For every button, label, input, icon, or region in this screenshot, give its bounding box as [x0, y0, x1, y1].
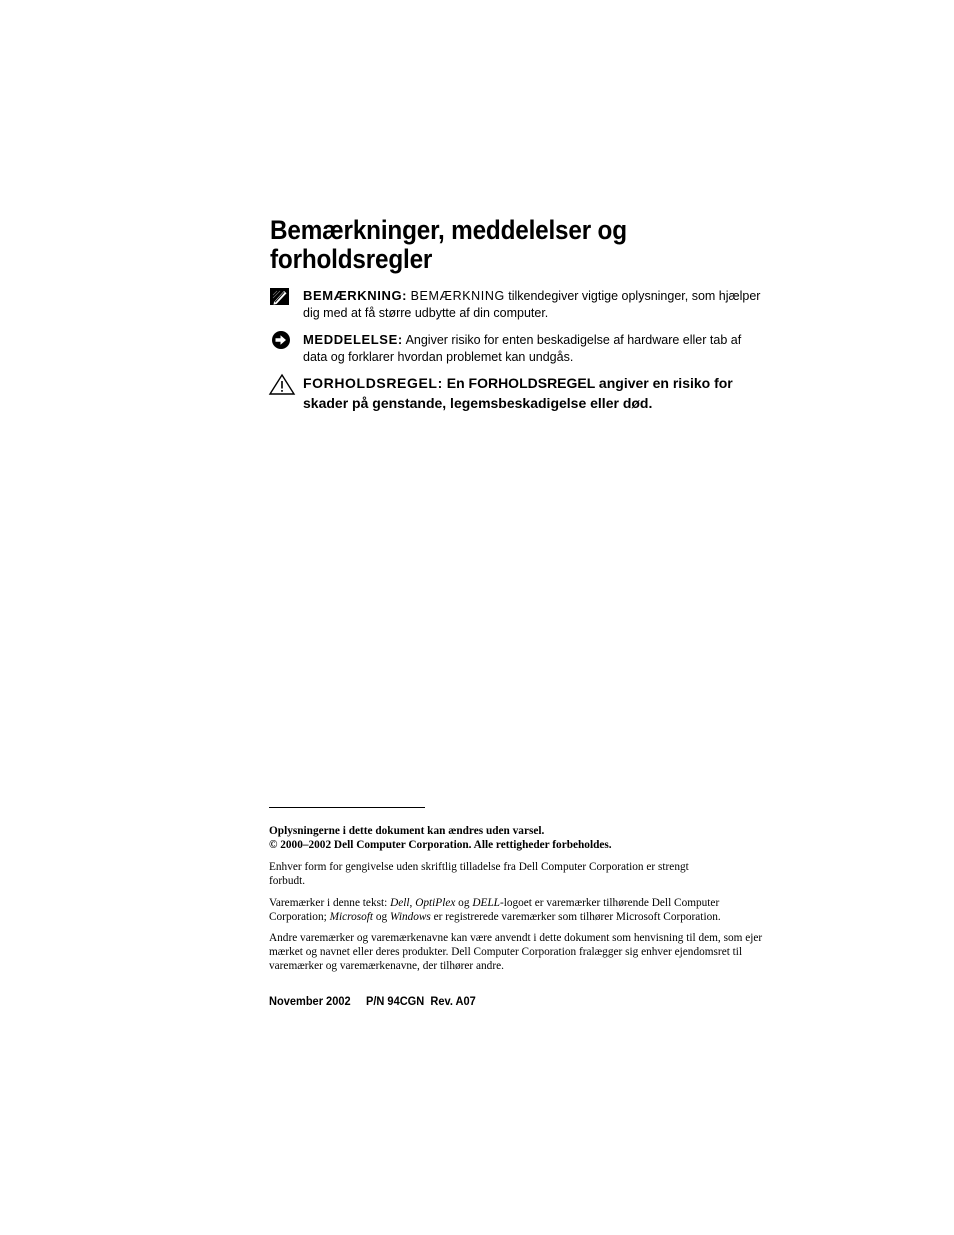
other-trademarks-notice: Andre varemærker og varemærkenavne kan være anvendt i dette dokument som henvisning til dem, som ejer mærket og navnet eller deres produkter. Dell Computer Corporation fralægger sig enhver ejendomsret til varemærker og varemærkenavne, der tilhører andre.	[269, 932, 763, 972]
warning-triangle-icon	[268, 373, 294, 395]
notice-body: Angiver risiko for enten beskadigelse af hardware eller tab af data og forklarer hvordan problemet kan undgås.	[303, 333, 742, 364]
trademark-text-1: Varemærker i denne tekst:	[269, 897, 391, 909]
trademark-notice	[269, 896, 764, 924]
trademark-dell: Dell	[390, 897, 410, 909]
publication-info	[269, 994, 476, 1008]
title-line-1: Bemærkninger, meddelelser og	[270, 215, 627, 245]
note-label: BEMÆRKNING:	[303, 288, 408, 303]
caution-label-inline: FORHOLDSREGEL	[468, 375, 596, 391]
trademark-text-2: og	[455, 897, 473, 909]
trademark-sep: ,	[409, 897, 416, 909]
trademark-windows: Windows	[390, 911, 431, 923]
page-title	[270, 216, 738, 274]
notice-label: MEDDELELSE:	[303, 332, 403, 347]
note-text	[303, 287, 763, 322]
trademark-dell-logo: DELL	[472, 897, 500, 909]
publication-date: November 2002	[269, 994, 351, 1008]
note-body: tilkendegiver vigtige oplysninger, som hjælper dig med at få større udbytte af din computer.	[303, 289, 761, 320]
trademark-text-4: og	[373, 911, 391, 923]
caution-label: FORHOLDSREGEL:	[303, 375, 443, 391]
caution-body-pre: En	[442, 375, 469, 391]
revision: Rev. A07	[430, 994, 476, 1008]
legal-line-1: Oplysningerne i dette dokument kan ændres uden varsel.	[269, 825, 545, 837]
reproduction-notice: Enhver form for gengivelse uden skriftlig tilladelse fra Dell Computer Corporation er strengt forbudt.	[269, 861, 689, 887]
title-line-2: forholdsregler	[270, 244, 433, 274]
trademark-optiplex: OptiPlex	[415, 897, 456, 909]
trademark-microsoft: Microsoft	[329, 911, 374, 923]
note-label-inline: BEMÆRKNING	[410, 289, 505, 303]
trademark-text-5: er registrerede varemærker som tilhører Microsoft Corporation.	[430, 911, 721, 923]
caution-body: angiver en risiko for skader på genstande, legemsbeskadigelse eller død.	[303, 375, 733, 411]
notice-text	[303, 331, 763, 366]
trademark-text-3: -logoet er varemærker tilhørende Dell Computer Corporation;	[269, 897, 720, 923]
legal-notice	[269, 824, 769, 852]
part-number: P/N 94CGN	[365, 994, 425, 1008]
pencil-note-icon	[268, 287, 294, 309]
caution-text	[303, 373, 763, 413]
copyright-line: © 2000–2002 Dell Computer Corporation. Alle rettigheder forbeholdes.	[269, 839, 612, 851]
arrow-circle-icon	[268, 331, 294, 353]
footnote-divider	[269, 807, 425, 808]
